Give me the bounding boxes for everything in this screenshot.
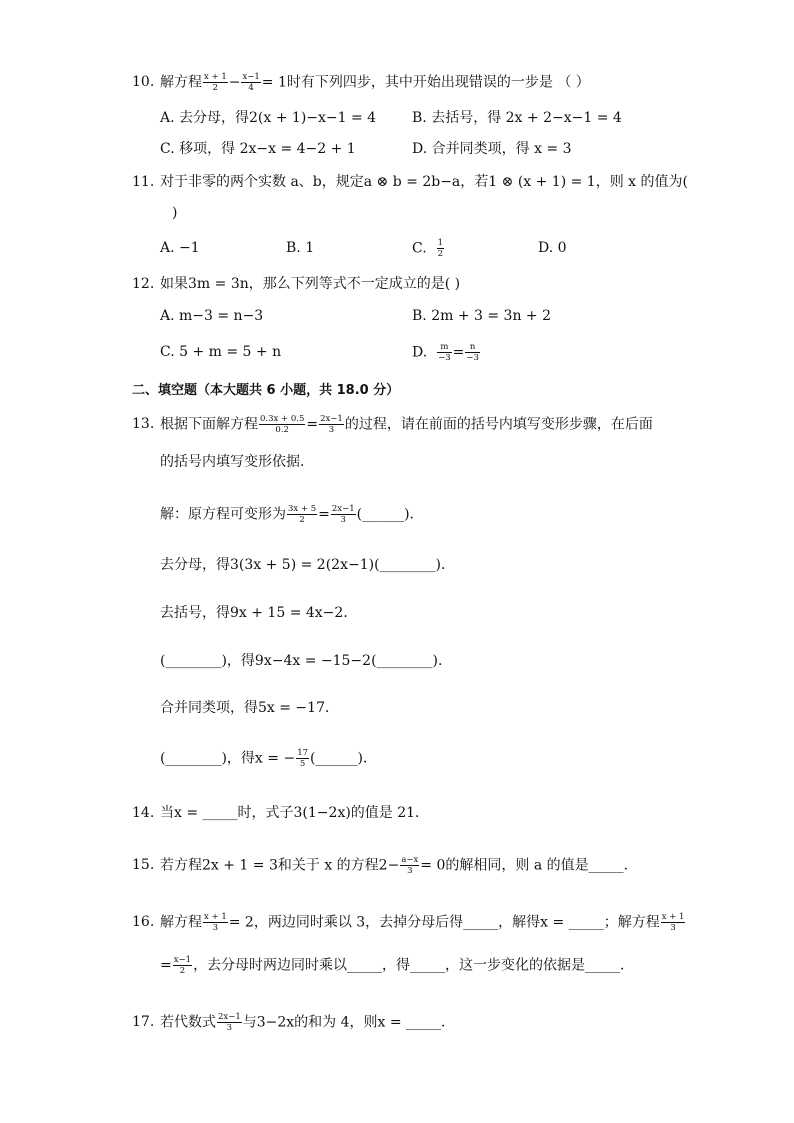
option-a: A. m−3 = n−3 <box>160 308 264 324</box>
answer-blank: (______)． <box>310 750 377 767</box>
answer-blank: (______)． <box>356 506 424 523</box>
fraction: $\frac{x-1}{2}$ <box>173 955 192 976</box>
option-d: D. 合并同类项，得 x = 3 <box>412 141 572 157</box>
question-number: 14. <box>132 805 155 821</box>
fraction: $\frac{x-1}{4}$ <box>242 72 260 93</box>
fraction: $\frac{n}{-3}$ <box>466 342 479 363</box>
question-stem: 解方程 $\frac{x + 1}{2}$ − $\frac{x-1}{4}$ = 1时有下列四步，其中开始出现错误的一步是 （ ） <box>160 72 590 93</box>
question-number: 16. <box>132 914 155 930</box>
fraction: $\frac{x + 1}{3}$ <box>661 912 685 933</box>
question-number: 10. <box>132 74 155 90</box>
question-number: 12. <box>132 276 155 292</box>
question-stem: 解方程 $\frac{x + 1}{3}$ = 2，两边同时乘以 3，去掉分母后得_____，解得x = _____；解方程 $\frac{x + 1}{3}$ <box>160 912 685 933</box>
fraction: $\frac{17}{5}$ <box>297 748 309 769</box>
option-b: B. 去括号，得 2x + 2−x−1 = 4 <box>412 110 622 126</box>
question-stem: 若代数式 $\frac{2x-1}{3}$ 与3−2x的和为 4，则x = _____． <box>160 1012 456 1033</box>
question-number: 15. <box>132 857 155 873</box>
question-number: 17. <box>132 1014 155 1030</box>
fraction: $\frac{2x-1}{3}$ <box>320 414 343 435</box>
fraction: $\frac{2x-1}{3}$ <box>218 1012 241 1033</box>
fraction: $\frac{x + 1}{2}$ <box>204 72 227 93</box>
question-stem: 如果3m = 3n，那么下列等式不一定成立的是( ) <box>160 276 461 292</box>
option-b: B. 2m + 3 = 3n + 2 <box>412 308 552 324</box>
option-d: D. 0 <box>538 240 567 256</box>
option-b: B. 1 <box>286 240 315 256</box>
stem-text: = 1时有下列四步，其中开始出现错误的一步是 （ ） <box>261 74 590 91</box>
question-stem: 根据下面解方程 $\frac{0.3x + 0.5}{0.2}$ = $\frac{2x-1}{3}$ 的过程，请在前面的括号内填写变形步骤，在后面 <box>160 414 653 435</box>
question-number: 11. <box>132 174 155 190</box>
fraction: $\frac{1}{2}$ <box>437 238 443 259</box>
fraction: $\frac{x + 1}{3}$ <box>204 912 227 933</box>
option-c: C. 移项，得 2x−x = 4−2 + 1 <box>160 141 356 157</box>
question-stem: 若方程2x + 1 = 3和关于 x 的方程2− $\frac{a-x}{3}$ = 0的解相同，则 a 的值是_____． <box>160 855 638 876</box>
fraction: $\frac{m}{-3}$ <box>438 342 451 363</box>
section-heading: 二、填空题（本大题共 6 小题，共 18.0 分） <box>132 383 400 398</box>
stem-text: 解方程 <box>160 74 202 91</box>
option-c: C. 5 + m = 5 + n <box>160 344 282 360</box>
fraction: $\frac{a-x}{3}$ <box>401 855 419 876</box>
option-d: D. $\frac{m}{-3}$ = $\frac{n}{-3}$ <box>412 342 479 363</box>
question-stem: 当x = _____时，式子3(1−2x)的值是 21． <box>160 805 430 821</box>
fraction: $\frac{3x + 5}{2}$ <box>288 504 317 525</box>
option-c: C. $\frac{1}{2}$ <box>412 238 443 259</box>
question-number: 13. <box>132 416 155 432</box>
option-a: A. 去分母，得2(x + 1)−x−1 = 4 <box>160 110 377 126</box>
fraction: $\frac{0.3x + 0.5}{0.2}$ <box>260 414 305 435</box>
option-a: A. −1 <box>160 240 200 256</box>
fraction: $\frac{2x-1}{3}$ <box>331 504 355 525</box>
question-stem: 对于非零的两个实数 a、b，规定a ⊗ b = 2b−a，若1 ⊗ (x + 1) = 1，则 x 的值为( <box>160 174 688 190</box>
